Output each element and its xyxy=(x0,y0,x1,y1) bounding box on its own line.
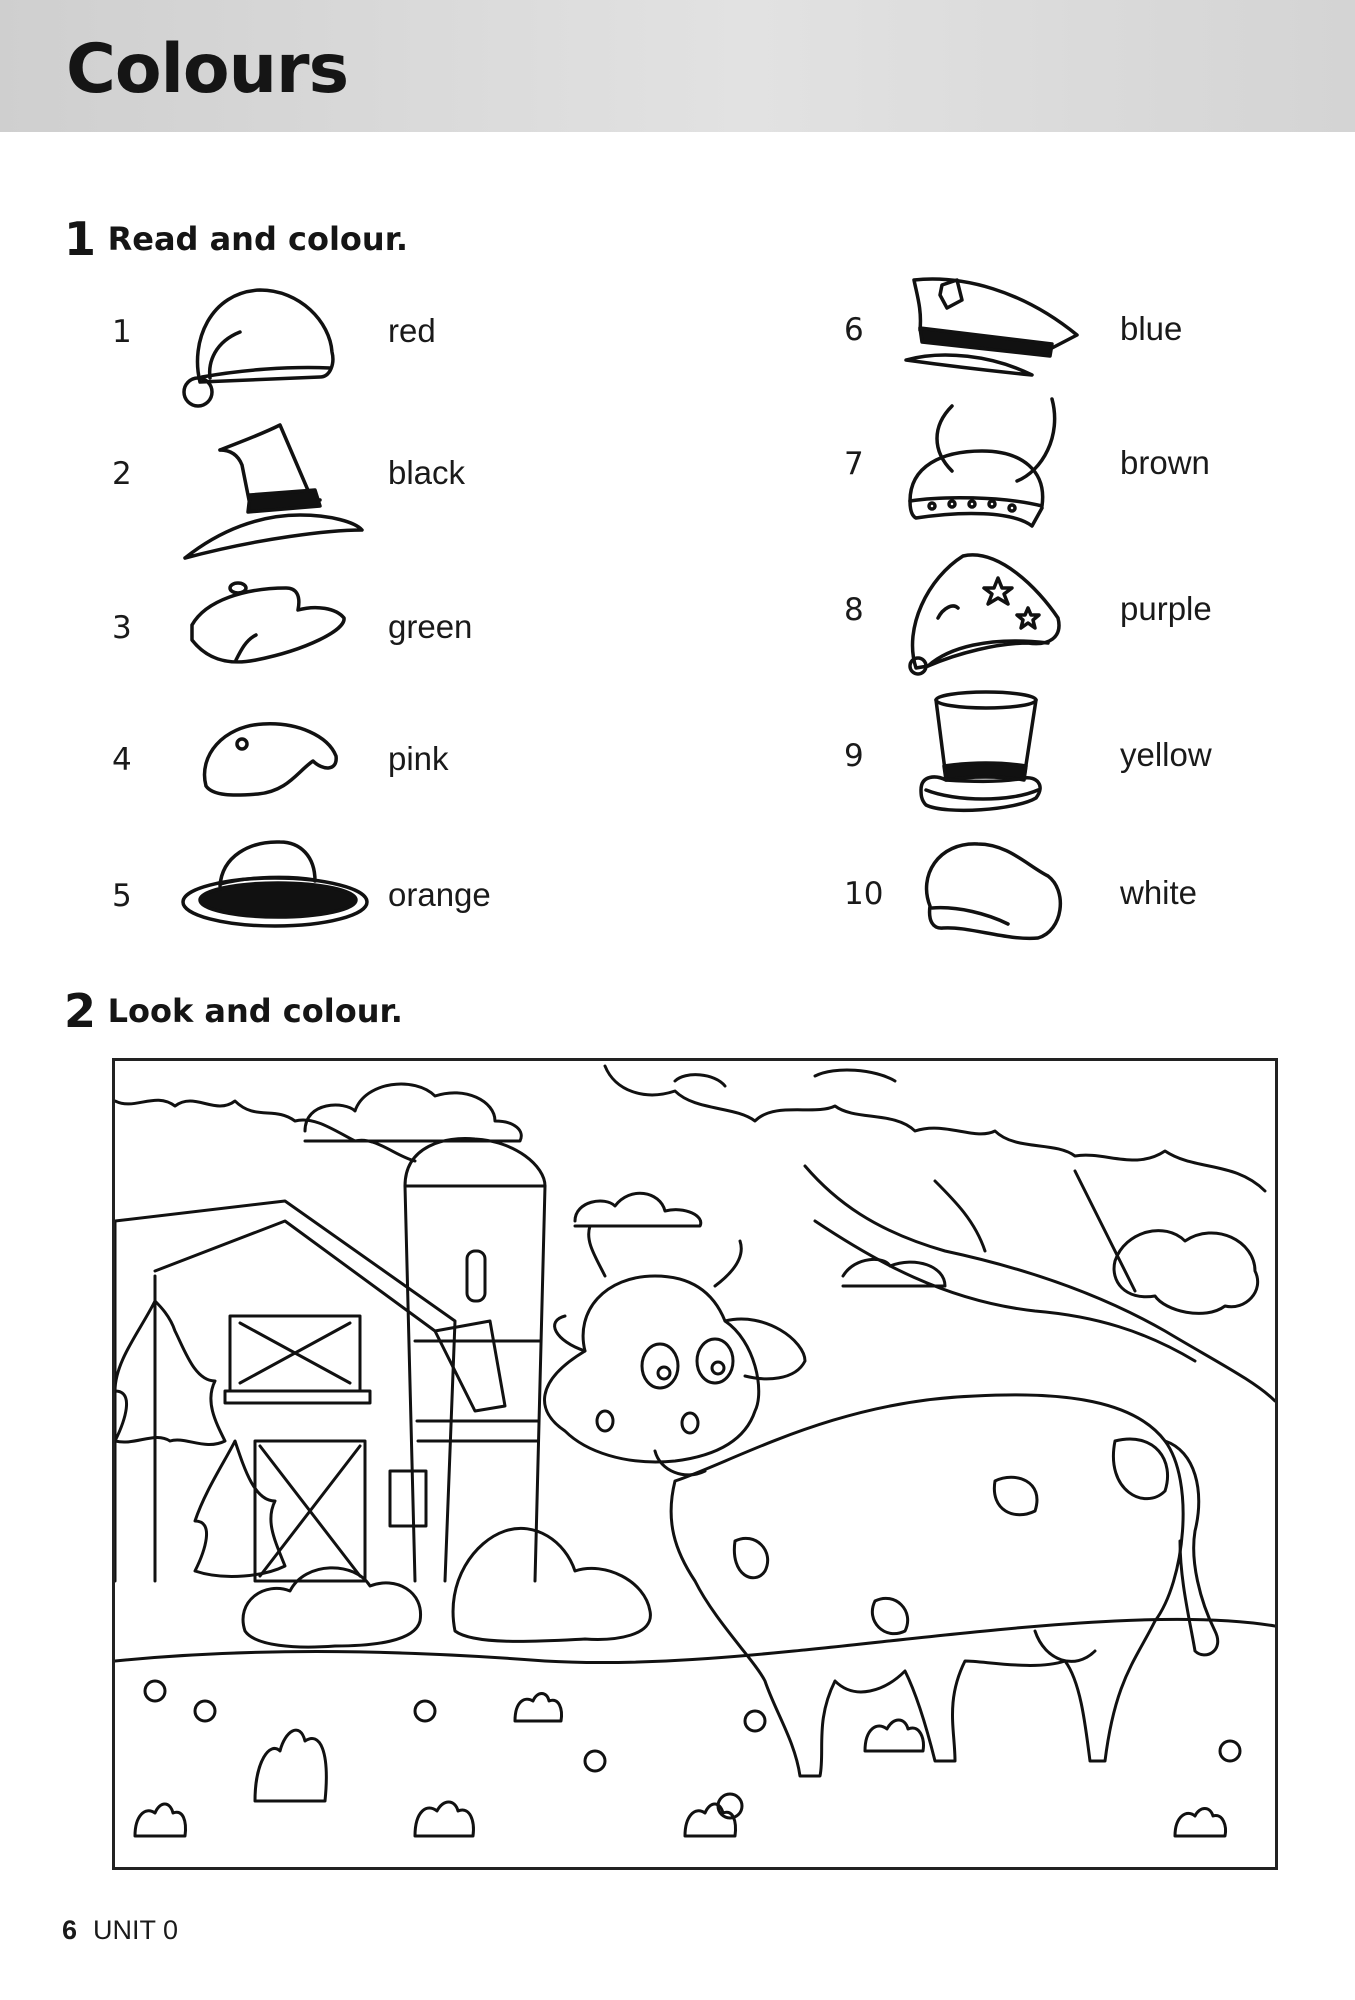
footer-page-number: 6 xyxy=(62,1915,78,1945)
item-number: 5 xyxy=(112,878,132,914)
colour-word: black xyxy=(388,454,466,491)
chef-hat-icon xyxy=(918,836,1068,946)
footer-unit-label: UNIT 0 xyxy=(93,1915,179,1945)
viking-helmet-icon xyxy=(902,396,1062,541)
item-number: 1 xyxy=(112,314,132,350)
item-number: 9 xyxy=(844,738,864,774)
page-footer xyxy=(62,1915,178,1946)
wizard-hat-icon xyxy=(898,548,1068,678)
item-number: 4 xyxy=(112,742,132,778)
colour-word: red xyxy=(388,312,436,349)
item-number: 10 xyxy=(844,876,884,912)
item-number: 8 xyxy=(844,592,864,628)
colour-word: green xyxy=(388,608,473,645)
witch-hat-icon xyxy=(180,420,365,560)
bobble-hat-icon xyxy=(180,282,340,412)
top-hat-icon xyxy=(916,690,1046,815)
colour-word: blue xyxy=(1120,310,1183,347)
exercise-1-instruction: Read and colour. xyxy=(107,220,409,258)
colour-word: yellow xyxy=(1120,736,1212,773)
colour-word: orange xyxy=(388,876,491,913)
item-number: 2 xyxy=(112,456,132,492)
page-title: Colours xyxy=(66,30,349,109)
colour-word: purple xyxy=(1120,590,1212,627)
exercise-2-heading xyxy=(64,984,403,1038)
exercise-2-instruction: Look and colour. xyxy=(107,992,403,1030)
item-number: 6 xyxy=(844,312,864,348)
colour-word: white xyxy=(1120,874,1198,911)
police-cap-icon xyxy=(902,270,1087,380)
beret-hat-icon xyxy=(186,580,351,675)
exercise-1-heading xyxy=(64,212,408,266)
farm-scene-with-cow-coloring-picture xyxy=(112,1058,1278,1870)
item-number: 3 xyxy=(112,610,132,646)
exercise-1-number: 1 xyxy=(64,212,97,266)
item-number: 7 xyxy=(844,446,864,482)
colour-word: brown xyxy=(1120,444,1210,481)
colour-word: pink xyxy=(388,740,449,777)
cap-hat-icon xyxy=(198,716,343,801)
wide-brim-hat-icon xyxy=(180,836,370,931)
exercise-2-number: 2 xyxy=(64,984,97,1038)
